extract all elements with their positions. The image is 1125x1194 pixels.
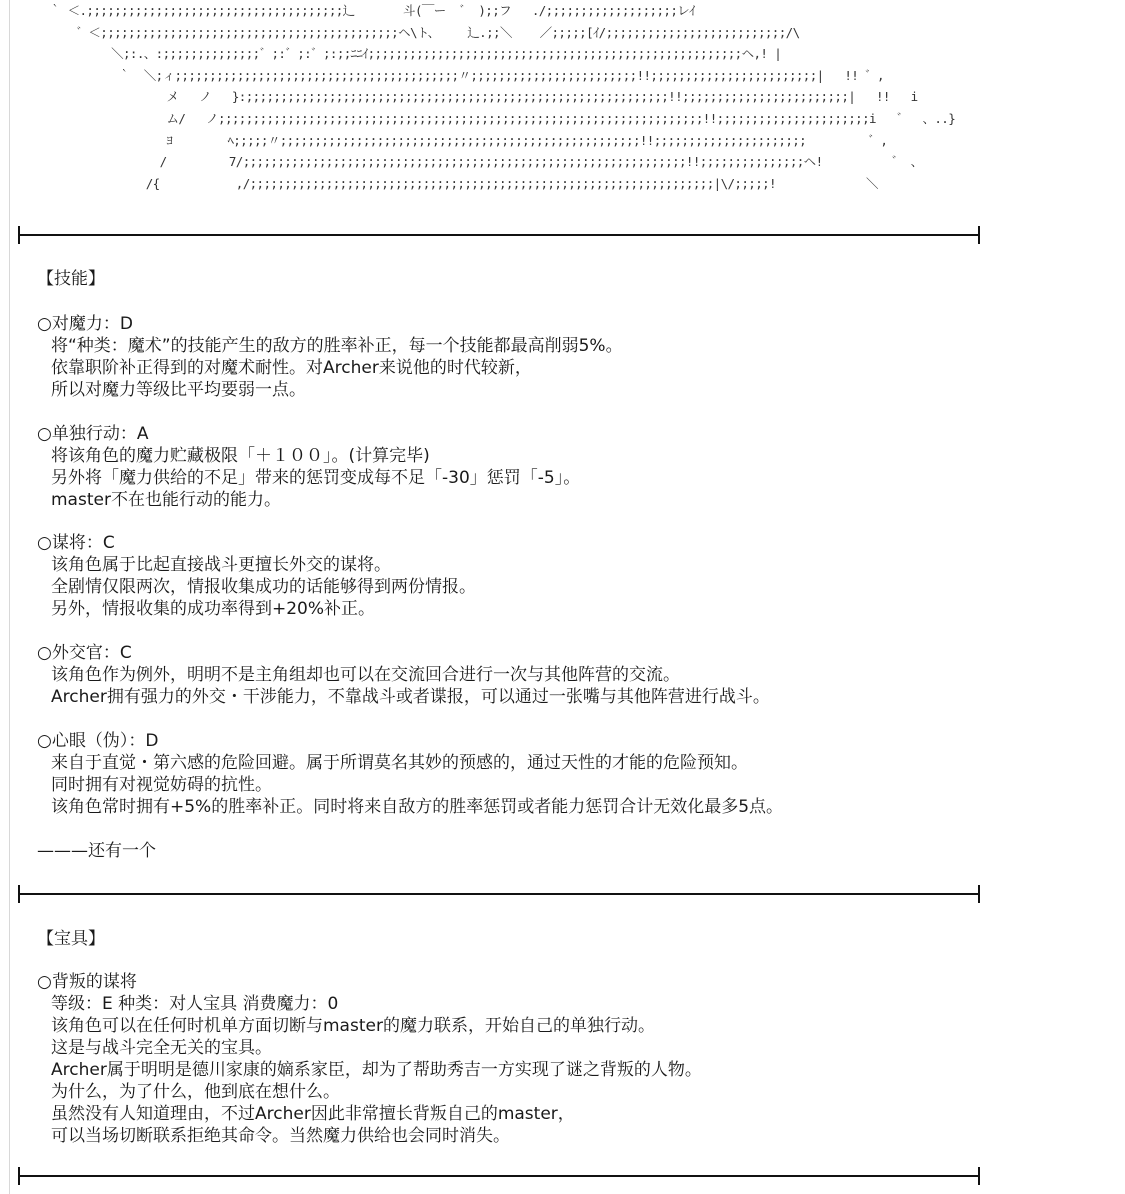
skill-title: ○外交官：C (37, 643, 132, 663)
divider-bar (18, 893, 980, 895)
skills-heading: 【技能】 (37, 269, 105, 289)
ascii-art-line: メ ノ }:;;;;;;;;;;;;;;;;;;;;;;;;;;;;;;;;;;;;;;;;;;;;;;;;;;;;;;;;;;;;;!!;;;;;;;;;;;;;;;;;;;;;;;;| !! i (28, 89, 918, 105)
ascii-art-line: / 7/;;;;;;;;;;;;;;;;;;;;;;;;;;;;;;;;;;;;;;;;;;;;;;;;;;;;;;;;;;;;;;;;!!;;;;;;;;;;;;;;;ヘ! ゛ 、 (28, 154, 923, 170)
divider-cap-left (18, 1167, 20, 1185)
skill-description-line: Archer拥有强力的外交・干涉能力，不靠战斗或者谍报，可以通过一张嘴与其他阵营进行战斗。 (51, 687, 770, 707)
skill-description-line: 该角色属于比起直接战斗更擅长外交的谋将。 (51, 555, 391, 575)
skill-entry-mind-eye (37, 730, 997, 818)
section-divider (18, 1167, 980, 1185)
skill-description-line: 该角色作为例外，明明不是主角组却也可以在交流回合进行一次与其他阵营的交流。 (51, 665, 680, 685)
skill-description-line: master不在也能行动的能力。 (51, 490, 281, 510)
skill-description-line: 来自于直觉・第六感的危险回避。属于所谓莫名其妙的预感的，通过天性的才能的危险预知。 (51, 753, 748, 773)
noble-phantasm-line: 该角色可以在任何时机单方面切断与master的魔力联系，开始自己的单独行动。 (51, 1016, 655, 1036)
ascii-art-illustration (28, 0, 955, 194)
ascii-art-line: ＼;:.、:;;;;;;;;;;;;;;゛;:゛;:゛;:;;ﾆﾆｲ;;;;;;;;;;;;;;;;;;;;;;;;;;;;;;;;;;;;;;;;;;;;;;;;;;;;;;ヘ,! | (28, 46, 782, 62)
skill-description-line: 另外，情报收集的成功率得到+20%补正。 (51, 599, 376, 619)
skill-description-line: 全剧情仅限两次，情报收集成功的话能够得到两份情报。 (51, 577, 476, 597)
skill-title: ○单独行动：A (37, 424, 149, 444)
skill-title: ○对魔力：D (37, 314, 133, 334)
noble-phantasm-line: 为什么，为了什么，他到底在想什么。 (51, 1082, 340, 1102)
left-edge-line (9, 0, 10, 1194)
skills-closing-line: ———还有一个 (37, 841, 156, 861)
ascii-art-line: ｀ ＼;ィ;;;;;;;;;;;;;;;;;;;;;;;;;;;;;;;;;;;;;;;;;〃;;;;;;;;;;;;;;;;;;;;;;;;!!;;;;;;;;;;;;;;;;;;;;;;;;| !! ゛, (28, 67, 884, 83)
divider-cap-right (978, 1167, 980, 1185)
ascii-art-line: /{ ,/;;;;;;;;;;;;;;;;;;;;;;;;;;;;;;;;;;;;;;;;;;;;;;;;;;;;;;;;;;;;;;;;;;;|\/;;;;;! ＼ (28, 175, 878, 191)
noble-phantasm-heading: 【宝具】 (37, 929, 105, 949)
divider-bar (18, 1175, 980, 1177)
divider-cap-right (978, 226, 980, 244)
ascii-art-line: ム/ ノ;;;;;;;;;;;;;;;;;;;;;;;;;;;;;;;;;;;;;;;;;;;;;;;;;;;;;;;;;;;;;;;;;;;;;;!!;;;;;;;;;;;;;;;;;;;;;;i ゛ 、..} (28, 110, 956, 126)
skill-entry-magic-resistance (37, 313, 997, 401)
skill-description-line: 将“种类：魔术”的技能产生的敌方的胜率补正，每一个技能都最高削弱5%。 (51, 336, 623, 356)
ascii-art-line: ゛＜;;;;;;;;;;;;;;;;;;;;;;;;;;;;;;;;;;;;;;;;;;;ヘ\ト、 辶.;;＼ ／;;;;;[ｲ/;;;;;;;;;;;;;;;;;;;;;;;;;;/\ (28, 24, 800, 40)
skill-title: ○谋将：C (37, 533, 115, 553)
divider-cap-right (978, 885, 980, 903)
skill-description-line: 所以对魔力等级比平均要弱一点。 (51, 380, 306, 400)
divider-bar (18, 234, 980, 236)
noble-phantasm-entry (37, 971, 997, 1147)
noble-phantasm-line: 等级：E 种类：对人宝具 消费魔力：0 (51, 994, 339, 1014)
section-divider (18, 226, 980, 244)
skill-description-line: 该角色常时拥有+5%的胜率补正。同时将来自敌方的胜率惩罚或者能力惩罚合计无效化最多5点。 (51, 797, 784, 817)
noble-phantasm-title: ○背叛的谋将 (37, 972, 137, 992)
section-divider (18, 885, 980, 903)
divider-cap-left (18, 226, 20, 244)
noble-phantasm-line: 这是与战斗完全无关的宝具。 (51, 1038, 272, 1058)
divider-cap-left (18, 885, 20, 903)
skill-entry-strategist (37, 532, 997, 620)
ascii-art-line: ﾖ ﾍ;;;;;〃;;;;;;;;;;;;;;;;;;;;;;;;;;;;;;;;;;;;;;;;;;;;;;;;;;;;!!;;;;;;;;;;;;;;;;;;;;;; ゛, (28, 132, 888, 148)
skill-description-line: 另外将「魔力供给的不足」带来的惩罚变成每不足「-30」惩罚「-5」。 (51, 468, 581, 488)
skill-entry-diplomat (37, 642, 997, 708)
skill-description-line: 同时拥有对视觉妨碍的抗性。 (51, 775, 272, 795)
noble-phantasm-line: 虽然没有人知道理由，不过Archer因此非常擅长背叛自己的master， (51, 1104, 575, 1124)
ascii-art-line: ｀ ＜.;;;;;;;;;;;;;;;;;;;;;;;;;;;;;;;;;;;;;辶 斗(￣ー ゛ );;フ ./;;;;;;;;;;;;;;;;;;;レｲ (28, 3, 695, 18)
skill-title: ○心眼（伪）：D (37, 731, 159, 751)
skill-description-line: 将该角色的魔力贮藏极限「＋１００」。(计算完毕) (51, 446, 430, 466)
skill-description-line: 依靠职阶补正得到的对魔术耐性。对Archer来说他的时代较新， (51, 358, 532, 378)
noble-phantasm-line: Archer属于明明是德川家康的嫡系家臣，却为了帮助秀吉一方实现了谜之背叛的人物。 (51, 1060, 702, 1080)
skill-entry-independent-action (37, 423, 997, 511)
noble-phantasm-line: 可以当场切断联系拒绝其命令。当然魔力供给也会同时消失。 (51, 1126, 510, 1146)
